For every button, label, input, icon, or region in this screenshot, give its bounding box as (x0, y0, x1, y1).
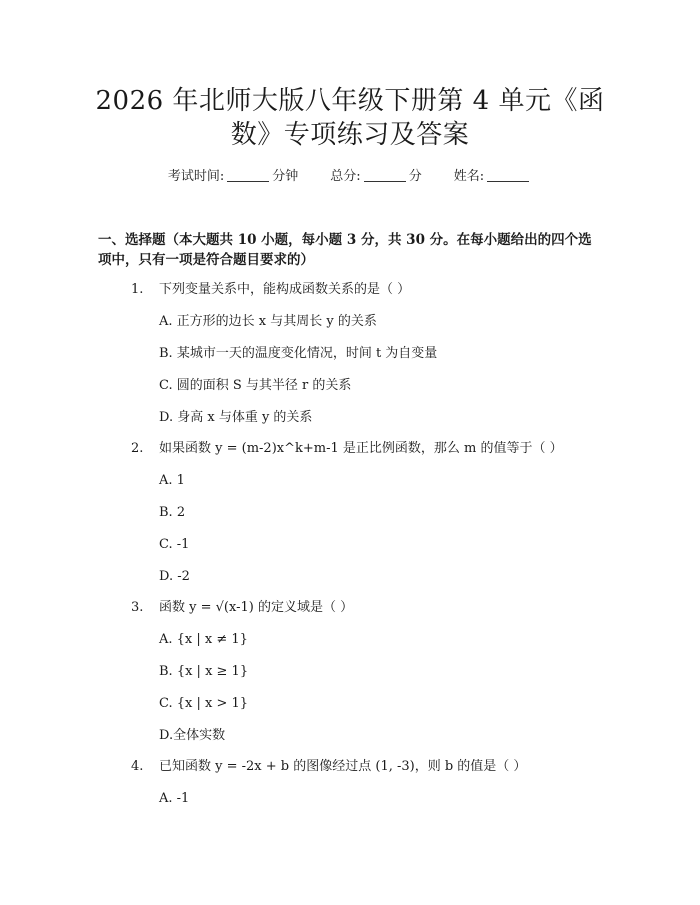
question-number: 3. (131, 600, 144, 615)
question-number: 2. (131, 441, 144, 456)
question-text: 下列变量关系中，能构成函数关系的是（ ） (159, 282, 411, 297)
question-text: 已知函数 y = -2x + b 的图像经过点 (1, -3)，则 b 的值是（ ） (159, 759, 527, 774)
question-4-option-a: A. -1 (159, 791, 190, 806)
question-2-option-b: B. 2 (159, 505, 186, 520)
question-1-option-c: C. 圆的面积 S 与其半径 r 的关系 (159, 378, 352, 393)
exam-time (168, 167, 298, 187)
question-number: 1. (131, 282, 144, 297)
exam-score (330, 167, 421, 187)
question-1-option-d: D. 身高 x 与体重 y 的关系 (159, 410, 313, 425)
exam-score-unit: 分 (408, 169, 422, 184)
question-number: 4. (131, 759, 144, 774)
question-1 (131, 280, 410, 300)
section-heading-line-2: 项中，只有一项是符合题目要求的） (98, 252, 314, 268)
question-1-option-b: B. 某城市一天的温度变化情况，时间 t 为自变量 (159, 346, 438, 361)
question-text: 函数 y = √(x-1) 的定义域是（ ） (159, 600, 354, 615)
section-heading-line-1: 一、选择题（本大题共 10 小题，每小题 3 分，共 30 分。在每小题给出的四个选 (98, 232, 592, 248)
question-text: 如果函数 y = (m-2)x^k+m-1 是正比例函数，那么 m 的值等于（ ） (159, 441, 563, 456)
document-title-line-1: 2026 年北师大版八年级下册第 4 单元《函 (95, 86, 605, 116)
exam-time-label: 考试时间: (167, 169, 225, 184)
question-3-option-c: C. {x | x > 1} (159, 696, 249, 711)
question-1-option-a: A. 正方形的边长 x 与其周长 y 的关系 (159, 314, 377, 329)
exam-info-row (0, 167, 700, 187)
exam-score-label: 总分: (330, 169, 361, 184)
question-3-option-d: D.全体实数 (159, 728, 226, 743)
question-3-option-a: A. {x | x ≠ 1} (159, 632, 248, 647)
exam-name (454, 167, 532, 187)
exam-name-blank (487, 167, 529, 182)
question-2-option-a: A. 1 (159, 473, 185, 488)
question-2-option-c: C. -1 (159, 537, 190, 552)
question-2 (131, 439, 563, 459)
question-3-option-b: B. {x | x ≥ 1} (159, 664, 249, 679)
question-2-option-d: D. -2 (159, 569, 190, 584)
document-title-line-2: 数》专项练习及答案 (230, 120, 470, 150)
question-3 (131, 598, 353, 618)
exam-time-unit: 分钟 (272, 169, 299, 184)
exam-score-blank (364, 167, 406, 182)
exam-time-blank (227, 167, 269, 182)
question-4 (131, 757, 526, 777)
exam-name-label: 姓名: (453, 169, 485, 184)
